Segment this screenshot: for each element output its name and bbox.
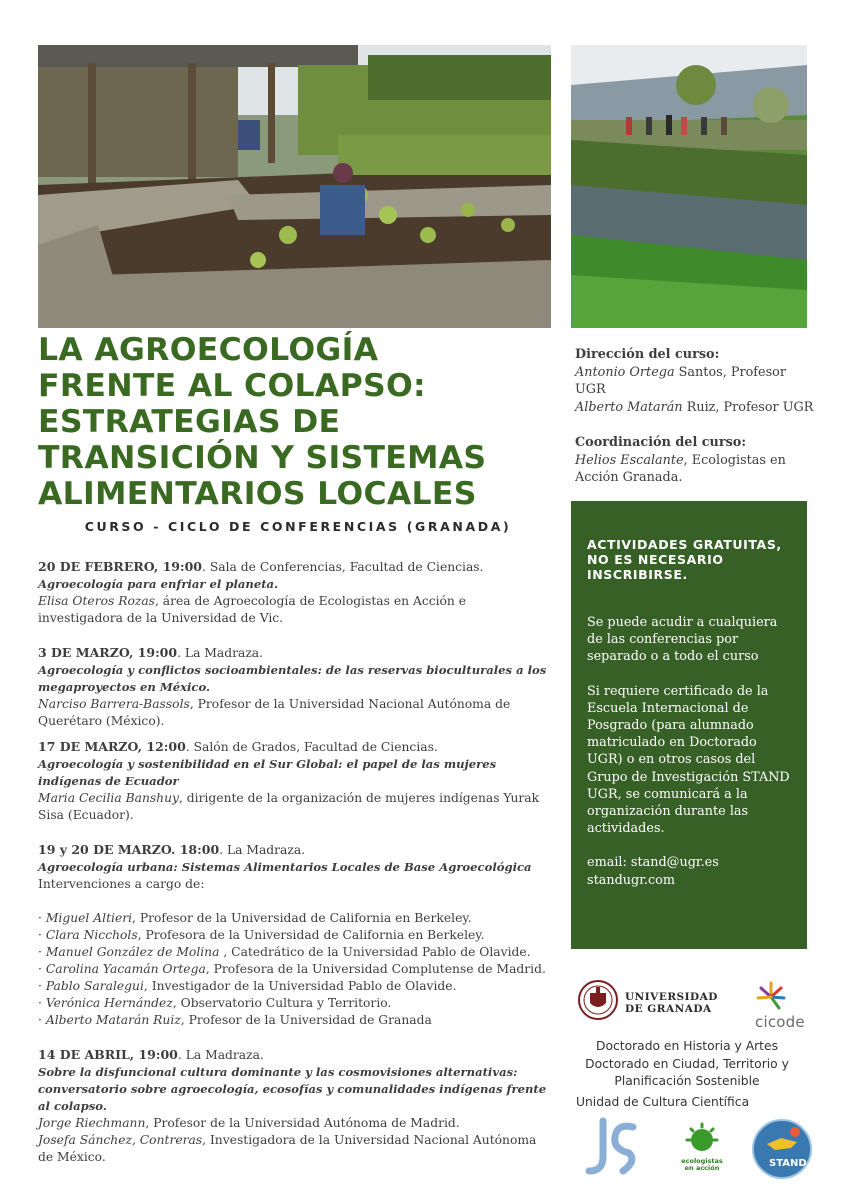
event-date: 19 y 20 DE MARZO. 18:00 xyxy=(38,842,220,857)
speaker-affiliation: , Observatorio Cultura y Territorio. xyxy=(172,996,392,1010)
speaker-affiliation: , área de Agroecología de Ecologistas en Acción e investigadora de la Universidad de Vic. xyxy=(38,594,467,625)
garden-photo-right-image xyxy=(571,45,807,328)
speaker-entry: · Alberto Matarán Ruiz, Profesor de la Universidad de Granada xyxy=(38,1013,432,1027)
culture-unit-label: Unidad de Cultura Científica xyxy=(576,1095,750,1109)
ecologistas-logo xyxy=(673,1122,731,1177)
speaker-entry: · Carolina Yacamán Ortega, Profesora de la Universidad Complutense de Madrid. xyxy=(38,962,546,976)
cicode-star-icon xyxy=(751,979,791,1013)
speaker-entry: · Miguel Altieri, Profesor de la Universidad de California en Berkeley. xyxy=(38,911,472,925)
event-date: 3 DE MARZO, 19:00 xyxy=(38,645,178,660)
course-credits xyxy=(575,346,815,505)
ugr-logo xyxy=(577,979,717,1024)
coordination-heading: Coordinación del curso: xyxy=(575,435,747,450)
speaker-name: Elisa Oteros Rozas xyxy=(38,594,155,608)
director-role: Santos, Profesor UGR xyxy=(575,364,786,397)
ecologistas-line: en acción xyxy=(684,1164,720,1172)
speaker-name: Verónica Hernández xyxy=(45,996,173,1010)
event-date: 20 DE FEBRERO, 19:00 xyxy=(38,559,203,574)
stand-wordmark: STAND xyxy=(769,1158,807,1169)
title-line: LA AGROECOLOGÍA xyxy=(38,332,379,368)
title-line: TRANSICIÓN Y SISTEMAS xyxy=(38,440,487,476)
speaker-affiliation: , Profesor de la Universidad de Granada xyxy=(180,1013,432,1027)
speaker-name: Miguel Altieri xyxy=(45,911,133,925)
ugr-line: DE GRANADA xyxy=(625,1003,712,1015)
program-line: Doctorado en Historia y Artes xyxy=(596,1039,778,1053)
speaker-name: Pablo Saralegui xyxy=(45,979,144,993)
speaker-name: Narciso Barrera-Bassols xyxy=(38,697,190,711)
speaker-entry: · Manuel González de Molina , Catedrático de la Universidad Pablo de Olavide. xyxy=(38,945,531,959)
event-topic: Agroecología y conflictos socioambientales: de las reservas bioculturales a los megaproyectos en México. xyxy=(38,663,547,694)
director-role: Ruiz, Profesor UGR xyxy=(682,399,814,415)
speaker-name: Carolina Yacamán Ortega xyxy=(45,962,206,976)
program-line: Planificación Sostenible xyxy=(614,1074,760,1088)
speaker-affiliation: , Investigadora de la Universidad Nacional Autónoma de México. xyxy=(38,1133,537,1164)
coordinator-role: , Ecologistas en Acción Granada. xyxy=(575,452,786,485)
director-name: Antonio Ortega xyxy=(575,364,675,380)
ecologistas-line: ecologistas xyxy=(681,1157,723,1165)
speaker-affiliation: , Profesor de la Universidad de California en Berkeley. xyxy=(132,911,472,925)
director-name: Alberto Matarán xyxy=(575,399,683,415)
speaker-affiliation: , Catedrático de la Universidad Pablo de Olavide. xyxy=(223,945,531,959)
event-item xyxy=(38,644,553,730)
event-item xyxy=(38,841,553,1029)
event-place: . La Madraza. xyxy=(219,843,306,857)
program-line: Doctorado en Ciudad, Territorio y xyxy=(585,1056,789,1071)
speaker-name: Alberto Matarán Ruiz xyxy=(45,1013,181,1027)
coordinator-name: Helios Escalante xyxy=(575,452,684,468)
ucc-logo xyxy=(583,1117,639,1177)
title-line: ALIMENTARIOS LOCALES xyxy=(38,476,477,512)
speaker-entry: · Verónica Hernández, Observatorio Cultura y Territorio. xyxy=(38,996,392,1010)
sponsor-logos xyxy=(571,975,811,1185)
speaker-affiliation: , dirigente de la organización de mujeres indígenas Yurak Sisa (Ecuador). xyxy=(38,791,540,822)
speaker-entry xyxy=(38,1132,553,1166)
garden-photo-right xyxy=(571,45,807,328)
event-item xyxy=(38,1046,553,1166)
garden-photo-left xyxy=(38,45,551,328)
event-topic: Agroecología y sostenibilidad en el Sur Global: el papel de las mujeres indígenas de Ecuador xyxy=(38,757,497,788)
ucc-mark-icon xyxy=(583,1117,639,1177)
event-place: . La Madraza. xyxy=(177,646,264,660)
event-list xyxy=(38,558,553,1183)
speaker-name: Maria Cecilia Banshuy xyxy=(38,791,179,805)
event-item xyxy=(38,558,553,627)
event-place: . Sala de Conferencias, Facultad de Ciencias. xyxy=(202,560,484,574)
free-activities-heading: ACTIVIDADES GRATUITAS, NO ES NECESARIO INSCRIBIRSE. xyxy=(587,537,782,582)
stand-logo xyxy=(751,1118,813,1180)
ugr-seal-icon xyxy=(577,979,619,1021)
event-place: . Salón de Grados, Facultad de Ciencias. xyxy=(185,740,438,754)
ecologistas-wordmark xyxy=(673,1158,731,1172)
speaker-affiliation: , Profesora de la Universidad Complutense de Madrid. xyxy=(205,962,546,976)
event-place: . La Madraza. xyxy=(177,1048,264,1062)
coordination-block xyxy=(575,434,815,487)
stand-circle-icon xyxy=(751,1118,813,1180)
event-intro: Intervenciones a cargo de: xyxy=(38,877,205,891)
speaker-list xyxy=(38,910,553,1029)
contact-website[interactable]: standugr.com xyxy=(587,872,675,888)
speaker-affiliation: , Profesor de la Universidad Autónoma de Madrid. xyxy=(145,1116,460,1130)
speaker-entry: · Pablo Saralegui, Investigador de la Universidad Pablo de Olavide. xyxy=(38,979,457,993)
garden-photo-left-image xyxy=(38,45,551,328)
ugr-wordmark xyxy=(625,991,718,1015)
ugr-line: UNIVERSIDAD xyxy=(625,991,718,1003)
speaker-affiliation: , Profesora de la Universidad de California en Berkeley. xyxy=(137,928,485,942)
speaker-name: Josefa Sánchez, Contreras xyxy=(38,1133,203,1147)
cicode-wordmark: cicode xyxy=(755,1013,805,1031)
direction-block xyxy=(575,346,815,416)
event-date: 14 DE ABRIL, 19:00 xyxy=(38,1047,178,1062)
course-title xyxy=(38,332,558,512)
doctorate-programs xyxy=(571,1038,803,1091)
speaker-name: Manuel González de Molina xyxy=(45,945,224,959)
speaker-name: Jorge Riechmann xyxy=(38,1116,146,1130)
event-topic: Sobre la disfuncional cultura dominante y las cosmovisiones alternativas: conversatorio sobre agroecología, ecosofías y comunalidades indígenas frente al colapso. xyxy=(38,1065,547,1113)
speaker-entry xyxy=(38,1115,553,1132)
event-item xyxy=(38,738,553,824)
attendance-note: Se puede acudir a cualquiera de las conferencias por separado o a todo el curso xyxy=(587,615,778,665)
direction-heading: Dirección del curso: xyxy=(575,347,720,362)
cicode-logo xyxy=(751,979,811,1031)
free-activities-box xyxy=(571,501,807,949)
speaker-name: Clara Nicchols xyxy=(45,928,138,942)
event-topic: Agroecología para enfriar el planeta. xyxy=(38,577,279,591)
course-subtitle: CURSO - CICLO DE CONFERENCIAS (GRANADA) xyxy=(84,519,512,534)
event-topic: Agroecología urbana: Sistemas Alimentarios Locales de Base Agroecológica xyxy=(38,860,532,874)
certificate-note: Si requiere certificado de la Escuela Internacional de Posgrado (para alumnado matriculado en Doctorado UGR) o en otros casos del Grupo de Investigación STAND UGR, se comunicará a la organización durante las actividades. xyxy=(587,683,790,837)
event-date: 17 DE MARZO, 12:00 xyxy=(38,739,186,754)
title-line: ESTRATEGIAS DE xyxy=(38,404,341,440)
speaker-affiliation: , Profesor de la Universidad Nacional Autónoma de Querétaro (México). xyxy=(38,697,511,728)
speaker-affiliation: , Investigador de la Universidad Pablo de Olavide. xyxy=(143,979,457,993)
title-line: FRENTE AL COLAPSO: xyxy=(38,368,426,404)
contact-email[interactable]: email: stand@ugr.es xyxy=(587,855,719,871)
speaker-entry: · Clara Nicchols, Profesora de la Universidad de California en Berkeley. xyxy=(38,928,485,942)
